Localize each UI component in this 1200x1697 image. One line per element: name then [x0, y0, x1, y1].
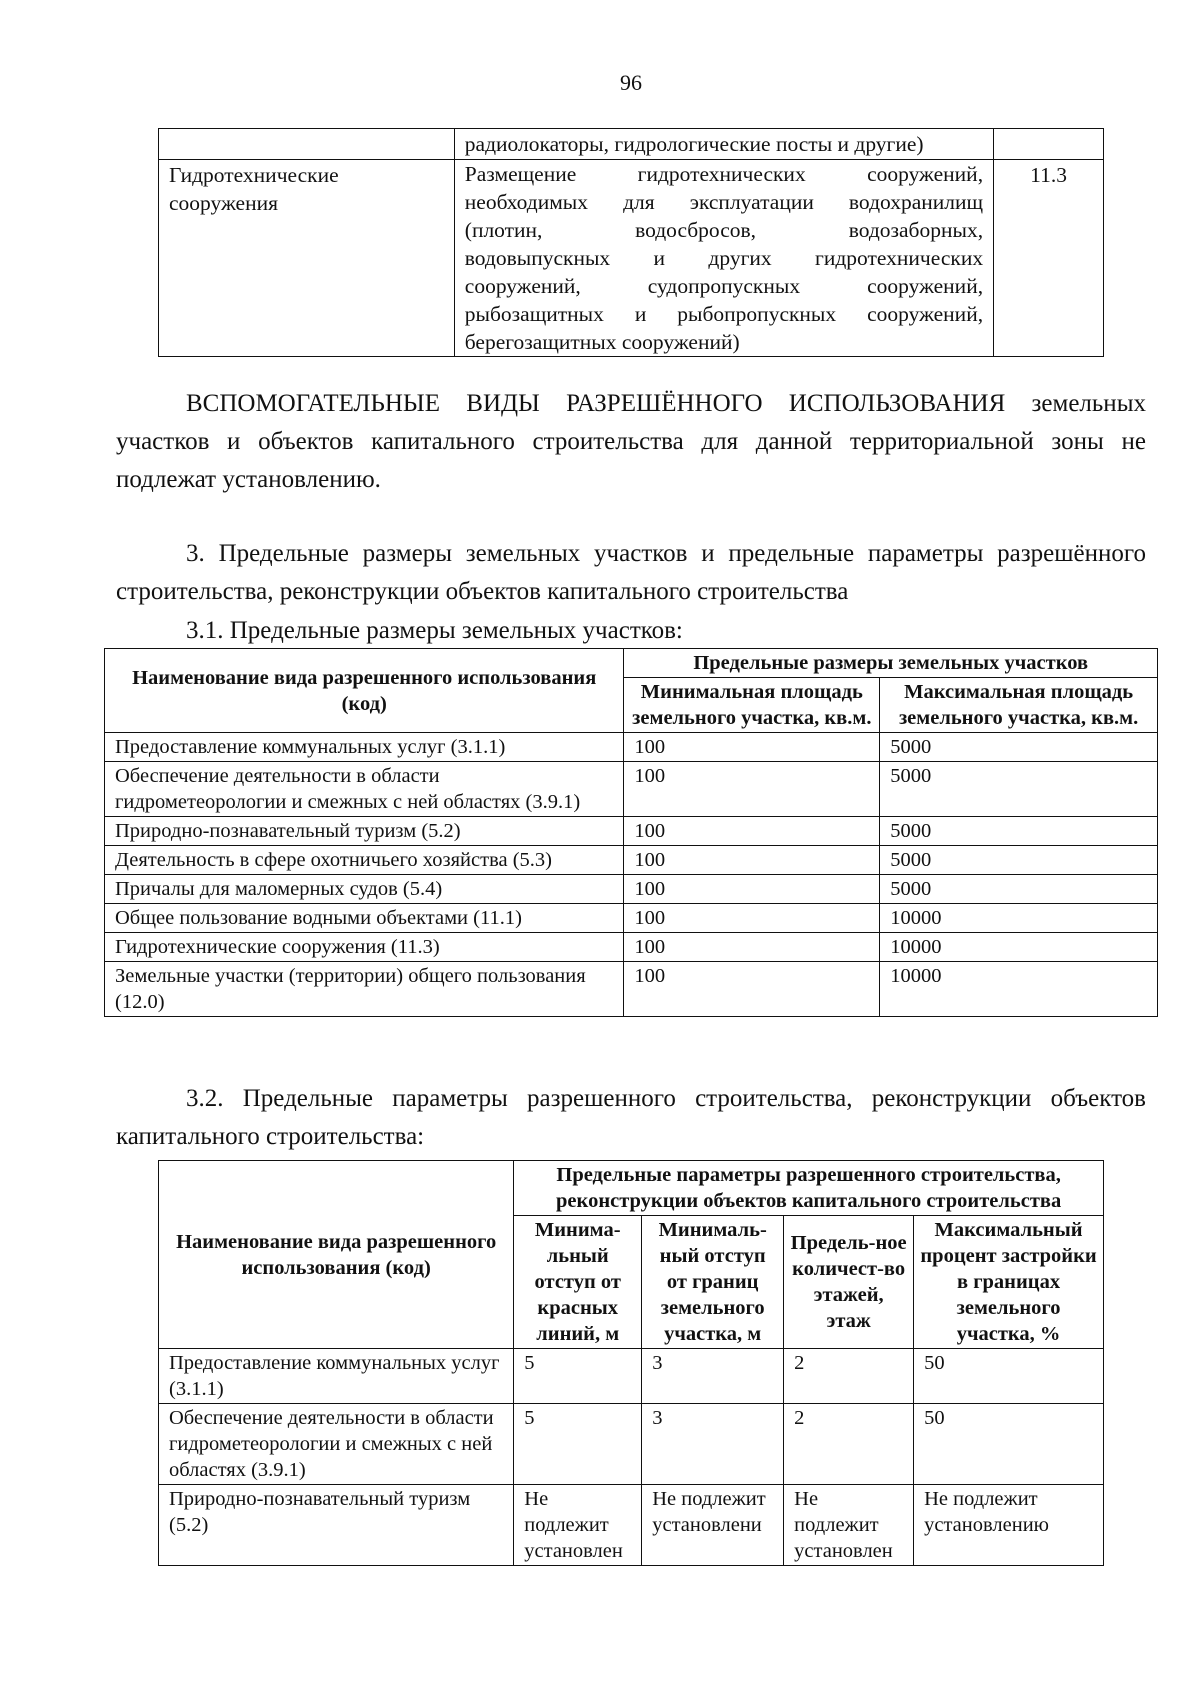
- row-name: Предоставление коммунальных услуг (3.1.1): [105, 733, 624, 762]
- row-min: 100: [624, 733, 880, 762]
- header-group: Предельные размеры земельных участков: [624, 649, 1158, 678]
- table-cell: Гидротехнические сооружения: [159, 160, 455, 357]
- table-row: [159, 1349, 1104, 1404]
- construction-params-table: [158, 1160, 1104, 1566]
- page-number: 96: [620, 70, 642, 95]
- table-row: [105, 762, 1158, 817]
- section-3-text: 3. Предельные размеры земельных участков и предельные параметры разрешённого строительства, реконструкции объектов капитального строительства: [116, 540, 1146, 605]
- desc-line: водовыпускных и других гидротехнических: [464, 246, 984, 270]
- row-c4: Не подлежит установлению: [914, 1485, 1104, 1566]
- row-max: 5000: [880, 733, 1158, 762]
- header-name: Наименование вида разрешенного использования (код): [159, 1161, 514, 1349]
- header-min: Минимальная площадь земельного участка, кв.м.: [624, 678, 880, 733]
- row-name: Гидротехнические сооружения (11.3): [105, 933, 624, 962]
- row-max: 5000: [880, 817, 1158, 846]
- row-name: Деятельность в сфере охотничьего хозяйства (5.3): [105, 846, 624, 875]
- table-row: [105, 817, 1158, 846]
- row-c4: 50: [914, 1404, 1104, 1485]
- table-cell: радиолокаторы, гидрологические посты и другие): [454, 129, 993, 160]
- row-name: Причалы для маломерных судов (5.4): [105, 875, 624, 904]
- row-c1: Не подлежит установлен: [514, 1485, 642, 1566]
- row-min: 100: [624, 762, 880, 817]
- header-col-2: Минималь-ный отступ от границ земельного участка, м: [642, 1216, 784, 1349]
- table-row: [105, 846, 1158, 875]
- desc-line: рыбозащитных и рыбопропускных сооружений,: [464, 302, 984, 326]
- auxiliary-text: ВСПОМОГАТЕЛЬНЫЕ ВИДЫ РАЗРЕШЁННОГО ИСПОЛЬЗОВАНИЯ земельных участков и объектов капитального строительства для данной территориальной зоны не подлежат установлению.: [116, 390, 1146, 493]
- row-max: 5000: [880, 846, 1158, 875]
- row-min: 100: [624, 933, 880, 962]
- row-max: 10000: [880, 962, 1158, 1017]
- row-max: 10000: [880, 933, 1158, 962]
- table-row: [159, 1404, 1104, 1485]
- row-name: Земельные участки (территории) общего пользования (12.0): [105, 962, 624, 1017]
- row-min: 100: [624, 962, 880, 1017]
- row-min: 100: [624, 817, 880, 846]
- row-name: Предоставление коммунальных услуг (3.1.1): [159, 1349, 514, 1404]
- section-32-text: 3.2. Предельные параметры разрешенного строительства, реконструкции объектов капитального строительства:: [116, 1085, 1146, 1150]
- table-cell: [159, 129, 455, 160]
- desc-line: (плотин, водосбросов, водозаборных,: [464, 218, 984, 242]
- table-cell: 11.3: [994, 160, 1104, 357]
- table-row: [159, 1485, 1104, 1566]
- desc-line: необходимых для эксплуатации водохранилищ: [464, 190, 984, 214]
- row-c3: 2: [784, 1404, 914, 1485]
- header-col-3: Предель-ное количест-во этажей, этаж: [784, 1216, 914, 1349]
- plot-sizes-table: [104, 648, 1158, 1017]
- row-name: Природно-познавательный туризм (5.2): [159, 1485, 514, 1566]
- desc-line: сооружений, судопропускных сооружений,: [464, 274, 984, 298]
- header-group: Предельные параметры разрешенного строительства, реконструкции объектов капитального строительства: [514, 1161, 1104, 1216]
- table-row: [159, 129, 1104, 160]
- row-name: Обеспечение деятельности в области гидрометеорологии и смежных с ней областях (3.9.1): [159, 1404, 514, 1485]
- table-row: [105, 933, 1158, 962]
- hydro-table: [158, 128, 1104, 357]
- table-row: [105, 904, 1158, 933]
- row-name: Обеспечение деятельности в области гидрометеорологии и смежных с ней областях (3.9.1): [105, 762, 624, 817]
- row-max: 5000: [880, 762, 1158, 817]
- section-3-heading: [116, 535, 1146, 611]
- table-cell: [994, 129, 1104, 160]
- row-c2: 3: [642, 1349, 784, 1404]
- row-name: Природно-познавательный туризм (5.2): [105, 817, 624, 846]
- row-c3: Не подлежит установлен: [784, 1485, 914, 1566]
- desc-line: Размещение гидротехнических сооружений,: [464, 162, 984, 186]
- row-c4: 50: [914, 1349, 1104, 1404]
- row-min: 100: [624, 904, 880, 933]
- row-c2: 3: [642, 1404, 784, 1485]
- table-row: [159, 160, 1104, 357]
- desc-line: берегозащитных сооружений): [464, 330, 740, 354]
- table-row: [105, 962, 1158, 1017]
- row-max: 10000: [880, 904, 1158, 933]
- table-header-row: [105, 649, 1158, 678]
- row-min: 100: [624, 875, 880, 904]
- table-header-row: [159, 1161, 1104, 1216]
- row-c1: 5: [514, 1349, 642, 1404]
- row-max: 5000: [880, 875, 1158, 904]
- auxiliary-paragraph: [116, 385, 1146, 499]
- table-cell: [454, 160, 993, 357]
- row-min: 100: [624, 846, 880, 875]
- row-c2: Не подлежит установлени: [642, 1485, 784, 1566]
- header-name: Наименование вида разрешенного использования (код): [105, 649, 624, 733]
- section-32-heading: [116, 1080, 1146, 1156]
- row-name: Общее пользование водными объектами (11.1): [105, 904, 624, 933]
- row-c1: 5: [514, 1404, 642, 1485]
- header-max: Максимальная площадь земельного участка, кв.м.: [880, 678, 1158, 733]
- section-31-heading: 3.1. Предельные размеры земельных участков:: [186, 617, 683, 644]
- header-col-1: Минима-льный отступ от красных линий, м: [514, 1216, 642, 1349]
- table-row: [105, 733, 1158, 762]
- table-row: [105, 875, 1158, 904]
- header-col-4: Максимальный процент застройки в границах земельного участка, %: [914, 1216, 1104, 1349]
- row-c3: 2: [784, 1349, 914, 1404]
